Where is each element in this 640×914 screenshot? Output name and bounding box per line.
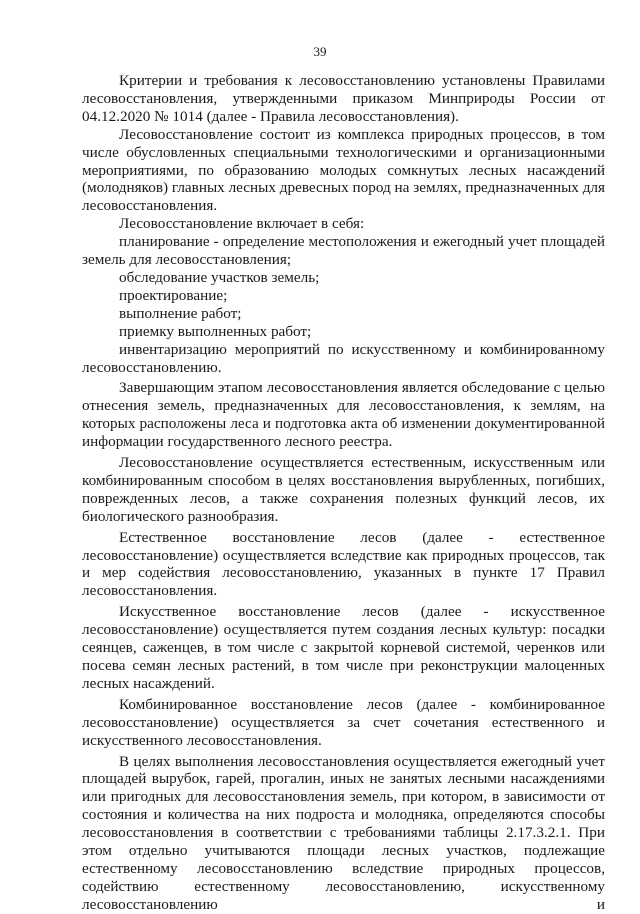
paragraph-methods: Лесовосстановление осуществляется естественным, искусственным или комбинированным способом в целях восстановления вырубленных, погибших, поврежденных лесов, а также сохранения полезных функций лесов, их биологического разнообразия.	[82, 454, 605, 525]
paragraph-combined: Комбинированное восстановление лесов (далее - комбинированное лесовосстановление) осуществляется за счет сочетания естественного и искусственного лесовосстановления.	[82, 695, 605, 749]
paragraph-artificial: Искусственное восстановление лесов (далее - искусственное лесовосстановление) осуществляется путем создания лесных культур: посадки сеянцев, саженцев, в том числе с закрытой корневой системой, черенков или посева семян лесных растений, в том числе при реконструкции малоценных лесных насаждений.	[82, 603, 605, 692]
paragraph-final-stage: Завершающим этапом лесовосстановления является обследование с целью отнесения земель, предназначенных для лесовосстановления, к землям, на которых расположены леса и подготовка акта об изменении документированной информации государственного лесного реестра.	[82, 379, 605, 451]
list-item-planning: планирование - определение местоположения и ежегодный учет площадей земель для лесовосстановления;	[82, 233, 605, 269]
list-item-acceptance: приемку выполненных работ;	[119, 322, 312, 340]
paragraph-annual-accounting: В целях выполнения лесовосстановления осуществляется ежегодный учет площадей вырубок, гарей, прогалин, иных не занятых лесными насаждениями или пригодных для лесовосстановления земель, при котором, в зависимости от состояния и количества на них подроста и молодняка, определяются способы лесовосстановления в соответствии с требованиями таблицы 2.17.3.2.1. При этом отдельно учитываются площади лесных участков, подлежащие естественному лесовосстановлению вследствие природных процессов, содействию естественному лесовосстановлению, искусственному лесовосстановлению и	[82, 752, 605, 913]
paragraph-natural: Естественное восстановление лесов (далее - естественное лесовосстановление) осуществляется вследствие как природных процессов, так и мер содействия лесовосстановлению, указанных в пункте 17 Правил лесовосстановления.	[82, 528, 605, 600]
paragraph-includes: Лесовосстановление включает в себя:	[119, 215, 365, 233]
paragraph-criteria: Критерии и требования к лесовосстановлению установлены Правилами лесовосстановления, утвержденными приказом Минприроды России от 04.12.2020 № 1014 (далее - Правила лесовосстановления).	[82, 72, 605, 125]
list-item-survey: обследование участков земель;	[119, 268, 320, 286]
document-body	[82, 72, 605, 914]
list-item-works: выполнение работ;	[119, 304, 242, 322]
list-item-inventory: инвентаризацию мероприятий по искусственному и комбинированному лесовосстановлению.	[82, 340, 605, 376]
page-number: 39	[313, 44, 327, 59]
list-item-design: проектирование;	[119, 286, 228, 304]
paragraph-definition: Лесовосстановление состоит из комплекса природных процессов, в том числе обусловленных специальными технологическими и организационными мероприятиями, по образованию молодых сомкнутых лесных насаждений (молодняков) главных лесных древесных пород на землях, предназначенных для лесовосстановления.	[82, 125, 605, 215]
